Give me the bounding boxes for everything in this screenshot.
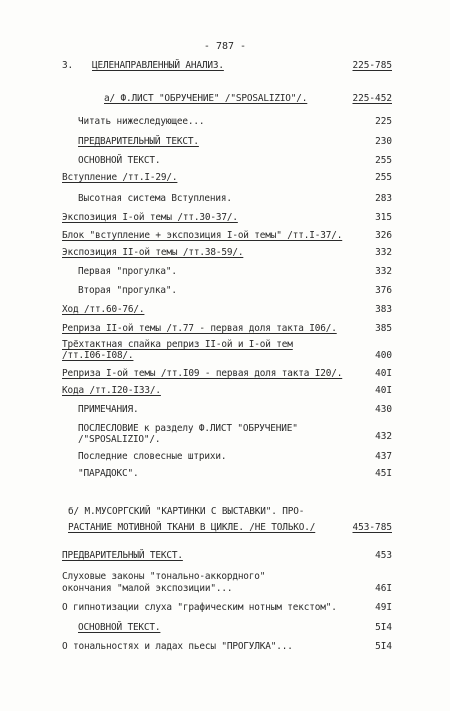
toc-entry: Высотная система Вступления. (78, 193, 232, 204)
toc-entry: Реприза I-ой темы /тт.I09 - первая доля такта I20/. (62, 368, 343, 379)
toc-page: 315 (375, 212, 392, 223)
page-number: - 787 - (203, 41, 247, 52)
toc-entry: Вступление /тт.I-29/. (62, 172, 178, 183)
toc-entry: Кода /тт.I20-I33/. (62, 385, 161, 396)
toc-entry-line1: ПОСЛЕСЛОВИЕ к разделу Ф.ЛИСТ "ОБРУЧЕНИЕ" (78, 423, 298, 434)
toc-entry: Экспозиция II-ой темы /тт.38-59/. (62, 247, 244, 258)
toc-entry: "ПАРАДОКС". (78, 468, 139, 479)
toc-entry: Последние словесные штрихи. (78, 451, 227, 462)
part-a-title: а/ Ф.ЛИСТ "ОБРУЧЕНИЕ" /"SPOSALIZIO"/. (104, 93, 308, 104)
section-number: 3. (62, 60, 73, 71)
toc-page: 5I4 (375, 641, 392, 652)
toc-page: 437 (375, 451, 392, 462)
toc-page: 326 (375, 230, 392, 241)
part-b-title-line2: РАСТАНИЕ МОТИВНОЙ ТКАНИ В ЦИКЛЕ. /НЕ ТОЛЬКО./ (68, 522, 316, 533)
toc-page: 40I (375, 368, 392, 379)
toc-page: 283 (375, 193, 392, 204)
toc-entry: ОСНОВНОЙ ТЕКСТ. (78, 155, 161, 166)
toc-page: 385 (375, 323, 392, 334)
toc-entry: ПРЕДВАРИТЕЛЬНЫЙ ТЕКСТ. (78, 136, 199, 147)
toc-page: 432 (375, 431, 392, 442)
toc-entry-line2: окончания "малой экспозиции"... (62, 583, 233, 594)
section-pages: 225-785 (352, 60, 392, 71)
toc-page: 332 (375, 247, 392, 258)
toc-page: 5I4 (375, 622, 392, 633)
toc-entry: О гипнотизации слуха "графическим нотным текстом". (62, 602, 337, 613)
toc-page: 225 (375, 116, 392, 127)
toc-page: 49I (375, 602, 392, 613)
toc-entry: Блок "вступление + экспозиция I-ой темы" /тт.I-37/. (62, 230, 343, 241)
toc-page: 45I (375, 468, 392, 479)
toc-entry: ПРЕДВАРИТЕЛЬНЫЙ ТЕКСТ. (62, 550, 183, 561)
part-b-title-line1: б/ М.МУСОРГСКИЙ "КАРТИНКИ С ВЫСТАВКИ". ПРО- (68, 506, 305, 517)
toc-entry: Вторая "прогулка". (78, 285, 177, 296)
toc-page: 453 (375, 550, 392, 561)
toc-entry: О тональностях и ладах пьесы "ПРОГУЛКА"... (62, 641, 293, 652)
toc-page: 400 (375, 350, 392, 361)
part-b-pages: 453-785 (352, 522, 392, 533)
toc-page: 230 (375, 136, 392, 147)
toc-page: 46I (375, 583, 392, 594)
toc-page: 430 (375, 404, 392, 415)
toc-entry: Первая "прогулка". (78, 266, 177, 277)
toc-entry: Реприза II-ой темы /т.77 - первая доля такта I06/. (62, 323, 337, 334)
toc-page: 40I (375, 385, 392, 396)
toc-entry: Читать нижеследующее... (78, 116, 205, 127)
part-a-pages: 225-452 (352, 93, 392, 104)
toc-entry: Экспозиция I-ой темы /тт.30-37/. (62, 212, 238, 223)
toc-entry-line2: /тт.I06-I08/. (62, 350, 134, 361)
toc-entry: ОСНОВНОЙ ТЕКСТ. (78, 622, 161, 633)
section-title: ЦЕЛЕНАПРАВЛЕННЫЙ АНАЛИЗ. (92, 60, 224, 71)
toc-entry: Ход /тт.60-76/. (62, 304, 145, 315)
toc-entry-line1: Слуховые законы "тонально-аккордного" (62, 571, 266, 582)
toc-page: 376 (375, 285, 392, 296)
toc-page: 255 (375, 155, 392, 166)
toc-page: 255 (375, 172, 392, 183)
toc-page: 383 (375, 304, 392, 315)
toc-entry-line1: Трёхтактная спайка реприз II-ой и I-ой тем (62, 339, 293, 350)
toc-entry: ПРИМЕЧАНИЯ. (78, 404, 139, 415)
toc-page: 332 (375, 266, 392, 277)
toc-entry-line2: /"SPOSALIZIO"/. (78, 434, 161, 445)
